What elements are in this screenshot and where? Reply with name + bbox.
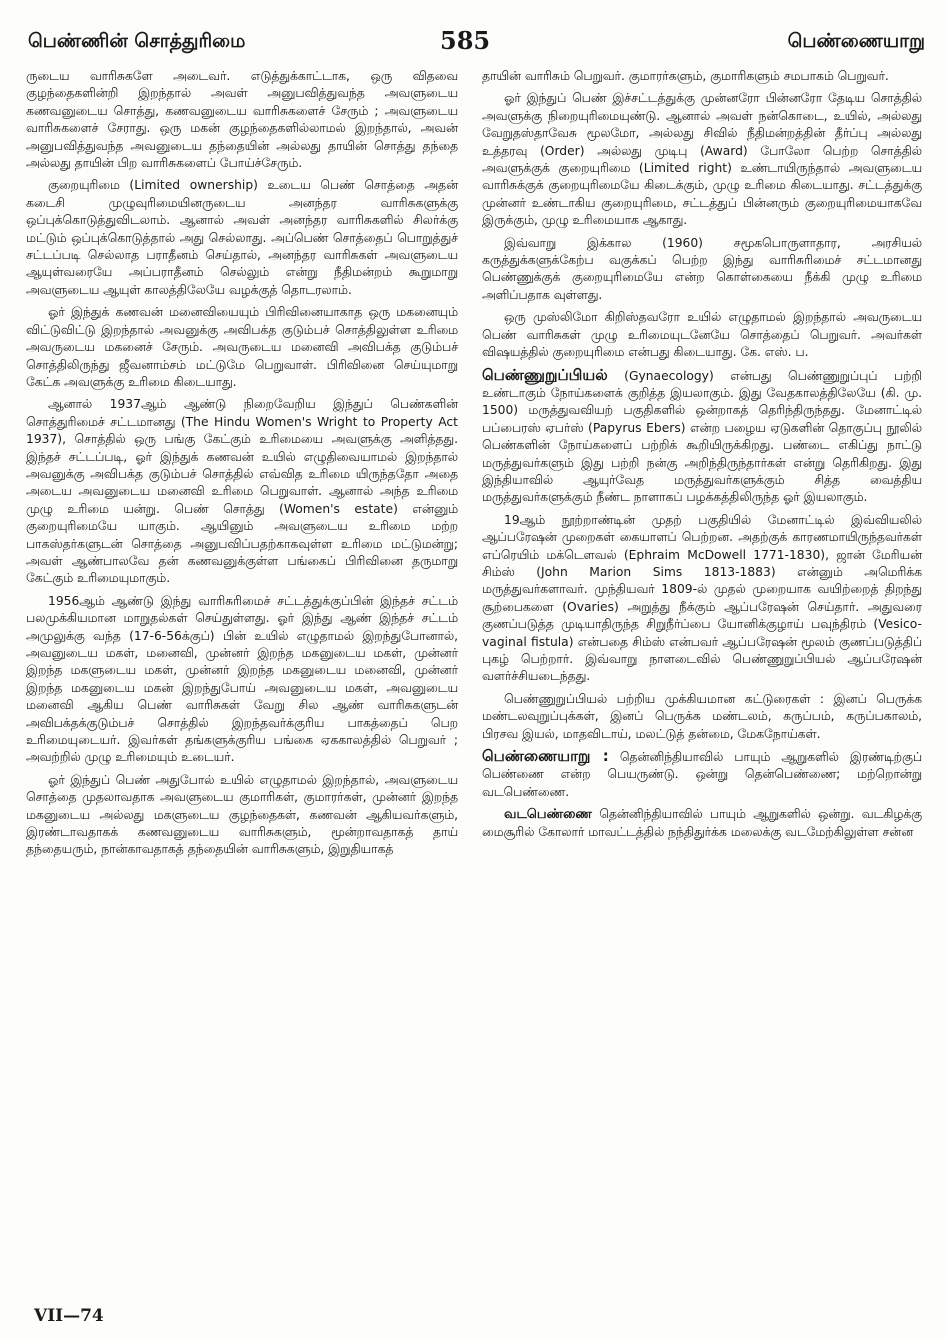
paragraph: 19ஆம் நூற்றாண்டின் முதற் பகுதியில் மேனாட்டில் இவ்வியலில் ஆப்பரேஷன் முறைகள் கையாளப் பெற்றன. அதற்குக் காரணமாயிருந்தவர்கள் எப்ரெயிம் மக்டௌவல் (Ephraim McDowell 1771-1830), ஜான் மேரியன் சிம்ஸ் (John Marion Sims 1813-1883) என்னும் அமெரிக்க மருத்துவர்களாவர். முந்தியவர் 1809-ல் முதல் முறையாக வயிற்றைத் திறந்து சூற்பைகளை (Ovaries) அறுத்து நீக்கும் ஆப்பரேஷன் செய்தார். அதுவரை குணப்படுத்த முடியாதிருந்த சிறுநீர்ப்பை யோனிக்குழாய் பவுந்திரம் (Vesico-vaginal fistula) என்பதை சிம்ஸ் என்பவர் ஆப்பரேஷன் மூலம் குணப்படுத்திப் புகழ் பெற்றார். இவ்வாறு நாளடைவில் பெண்ணுறுப்பியல் ஆப்பரேஷன் வளர்ச்சியடைந்தது.: [482, 512, 922, 684]
paragraph: ஓர் இந்துப் பெண் இச்சட்டத்துக்கு முன்னரோ பின்னரோ தேடிய சொத்தில் அவளுக்கு நிறையுரிமையுண்டு. ஆனால் அவள் நன்கொடை, உயில், அல்லது வேறுதஸ்தாவேசு மூலமோ, அல்லது சிவில் நீதிமன்றத்தின் தீர்ப்பு அல்லது உத்தரவு (Order) அல்லது முடிபு (Award) போலோ பெற்ற சொத்தில் அவளுக்குக் குறையுரிமை (Limited right) உண்டாயிருந்தால் அவளுடைய வாரிசுக்குக் குறையுரிமையே கிடைக்கும், முழு உரிமை கிடையாது. சட்டத்துக்கு முன்னர் உண்டாகிய குறையுரிமை, சட்டத்துப் பின்னரும் குறையுரிமையாகவே இருக்கும், முழு உரிமையாக ஆகாது.: [482, 91, 922, 228]
entry-headword: பெண்ணுறுப்பியல்: [482, 365, 608, 384]
left-column: [26, 68, 458, 864]
entry-text: (Gynaecology) என்பது பெண்ணுறுப்புப் பற்றி உண்டாகும் நோய்களைக் குறித்த இயலாகும். இது வேதகாலத்திலேயே (கி. மு. 1500) மருத்துவவியற் பகுதிகளில் ஒன்றாகத் தெரிந்திருந்தது. மேனாட்டில் பப்பைரஸ் ஏபர்ஸ் (Papyrus Ebers) என்ற பழைய ஏடுகளின் தொகுப்பு நூலில் பெண்களின் நோய்களைப் பற்றிக் கூறியிருக்கிறது. பண்டை எகிப்து நாட்டு மருத்துவர்களும் இது பற்றி நன்கு அறிந்திருந்தார்கள் என்று தெரிகிறது. இது இந்தியாவில் ஆயுர்வேத மருத்துவர்களுக்கும் சித்த வைத்திய மருத்துவர்களுக்கும் நீண்ட நாளாகப் பழக்கத்திலிருந்த ஓர் இயலாகும்.: [482, 368, 922, 505]
entry-text: தென்னிந்தியாவில் பாயும் ஆறுகளில் இரண்டிற்குப் பெண்ணை என்ற பெயருண்டு. ஒன்று தென்பெண்ணை; மற்றொன்று வடபெண்ணை.: [482, 750, 922, 799]
right-column: [482, 68, 922, 846]
paragraph: 1956ஆம் ஆண்டு இந்து வாரிசுரிமைச் சட்டத்துக்குப்பின் இந்தச் சட்டம் பலமுக்கியமான மாறுதல்கள் செய்துள்ளது. ஓர் இந்து ஆண் இந்தச் சட்டம் அமுலுக்கு வந்த (17-6-56க்குப்) பின் உயில் எழுதாமல் இறந்துபோனால், அவனுடைய மகள், மனைவி, முன்னர் இறந்த மகனுடைய மகள், முன்னர் இறந்த மகளுடைய மகள், முன்னர் இறந்த மகனுடைய மனைவி, முன்னர் இறந்த மகனுடைய மகன் இறந்துபோய் அவனுடைய மகள், அவனுடைய மனைவி ஆகிய பெண் வாரிசுகள் வேறு சில ஆண் வாரிசுகளுடன் அவிபக்தக்குடும்பச் சொத்தில் இறந்தவர்க்குரிய பாகத்தைப் பெற உரிமையுடையர். இவர்கள் தங்களுக்குரிய பங்கை ஏககாலத்தில் பெறுவர் ; அவற்றில் முழு உரிமையும் உடையர்.: [26, 593, 458, 765]
paragraph: ஒரு முஸ்லிமோ கிறிஸ்தவரோ உயில் எழுதாமல் இறந்தால் அவருடைய பெண் வாரிசுகள் முழு உரிமையுடனேயே சொத்தைப் பெறுவர். அவர்கள் விஷயத்தில் குறையுரிமை என்பது கிடையாது. கே. எஸ். ப.: [482, 310, 922, 360]
entry-gynaecology: [482, 367, 922, 507]
entry-text: தென்னிந்தியாவில் பாயும் ஆறுகளில் ஒன்று. வடகிழக்கு மைசூரில் கோலார் மாவட்டத்தில் நந்திதுர்க்க மலைக்கு வடமேற்கிலுள்ள சன்ன: [482, 807, 922, 839]
paragraph: ருடைய வாரிசுகளே அடைவர். எடுத்துக்காட்டாக, ஒரு விதவை குழந்தைகளின்றி இறந்தால் அவள் அனுபவித்துவந்த அவளுடைய கணவனுடைய சொத்து, கணவனுடைய வாரிசுகளைச் சேரும் ; அவளுடைய வாரிசுகளைச் சேராது. ஒரு மகன் குழந்தைகளில்லாமல் இறந்தால், அவன் அனுபவித்துவந்த அவனுடைய தந்தையின் அல்லது தாயின் சொத்து தந்தை அல்லது தாயின் பிற வாரிசுகளைப் போய்ச்சேரும்.: [26, 69, 458, 171]
running-title-right: பெண்ணையாறு: [787, 30, 925, 52]
paragraph: ஓர் இந்துப் பெண் அதுபோல் உயில் எழுதாமல் இறந்தால், அவளுடைய சொத்தை முதலாவதாக அவளுடைய குமாரிகள், குமாரர்கள், முன்னர் இறந்த மகனுடைய அல்லது மகளுடைய குழந்தைகள், கணவன் ஆகியவர்களும், இரண்டாவதாகக் கணவனுடைய வாரிசுகளும், மூன்றாவதாகத் தாய் தந்தையரும், நான்காவதாகத் தந்தையின் வாரிசுகளும், இறுதியாகத்: [26, 772, 458, 857]
entry-vadapennai: [482, 806, 922, 841]
entry-headword: பெண்ணையாறு :: [482, 747, 609, 766]
entry-pennaiyaru: [482, 748, 922, 801]
volume-page-footer: VII—74: [34, 1306, 104, 1326]
page-header: [28, 26, 925, 64]
paragraph: குறையுரிமை (Limited ownership) உடைய பெண் சொத்தை அதன் கடைசி முழுவுரிமையினருடைய அனந்தர வாரிசுகளுக்கு ஒப்புக்கொடுத்துவிடலாம். ஆனால் அவள் அனந்தர வாரிசுகளில் சிலர்க்கு மட்டும் ஒப்புக்கொடுத்தால் அது செல்லாது. அப்பெண் சொத்தைப் பொறுத்துச் சட்டப்படி செல்லாத பராதீனம் செய்தால், அனந்தர வாரிசுகள் அவளுடைய ஆயுள்வரையே அப்பராதீனம் செல்லும் என்று நீதிமன்றம் கூறுமாறு அவளுடைய ஆயுள் காலத்திலேயே வழக்குத் தொடரலாம்.: [26, 178, 458, 297]
paragraph: தாயின் வாரிசும் பெறுவர். குமாரர்களும், குமாரிகளும் சமபாகம் பெறுவர்.: [482, 69, 889, 83]
paragraph: பெண்ணுறுப்பியல் பற்றிய முக்கியமான கட்டுரைகள் : இனப் பெருக்க மண்டலவுறுப்புக்கள், இனப் பெருக்க மண்டலம், கருப்பம், கருப்பகாலம், பிரசவ இயல், மாதவிடாய், மலட்டுத் தன்மை, மேகநோய்கள்.: [482, 691, 922, 741]
paragraph: இவ்வாறு இக்கால (1960) சமூகபொருளாதார, அரசியல் கருத்துக்களுக்கேற்ப வகுக்கப் பெற்ற இந்து வாரிசுரிமைச் சட்டமானது பெண்ணுக்குக் குறையுரிமையே என்ற கொள்கையை நீக்கி முழு உரிமை அளிப்பதாக வுள்ளது.: [482, 235, 922, 302]
running-title-left: பெண்ணின் சொத்துரிமை: [28, 30, 246, 52]
paragraph: ஆனால் 1937ஆம் ஆண்டு நிறைவேறிய இந்துப் பெண்களின் சொத்துரிமைச் சட்டமானது (The Hindu Women's Wright to Property Act 1937), சொத்தில் ஒரு பங்கு கேட்கும் உரிமையை அவளுக்கு அளித்தது. இந்தச் சட்டப்படி, ஓர் இந்துக் கணவன் உயில் எழுதிவையாமல் இறந்தால் அவனுக்கு அவிபக்த குடும்பச் சொத்தில் எவ்வித உரிமை யிருந்ததோ அதை அடைய அவனுடைய மனைவி உரிமை பெறுவாள். ஆனால் அந்த உரிமை முழு உரிமை யன்று. பெண் சொத்து (Women's estate) என்னும் குறையுரிமையே யாகும். ஆயினும் அவளுடைய உரிமை மற்ற பாகஸ்தர்களுடன் சொத்தை அனுபவிப்பதற்காகவுள்ள உரிமை மட்டுமன்று; அவள் ஆண்பாலவே தன் கணவனுக்குள்ள பங்கைப் பிரிவினை தருமாறு கேட்கும் உரிமையுமாகும்.: [26, 397, 458, 586]
page-number: 585: [440, 26, 491, 55]
paragraph: ஓர் இந்துக் கணவன் மனைவியையும் பிரிவினையாகாத ஒரு மகனையும் விட்டுவிட்டு இறந்தால் அவனுக்கு அவிபக்த குடும்பச் சொத்திலுள்ள உரிமை அவருடைய மகனைச் சேரும். அவருடைய மனைவி அவிபக்த குடும்பச் சொத்திலிருந்து ஜீவனாம்சம் மட்டுமே பெறுவாள். பிரிவினை செய்யுமாறு கேட்க அவளுக்கு உரிமை கிடையாது.: [26, 305, 458, 389]
entry-headword: வடபெண்ணை: [504, 807, 592, 823]
